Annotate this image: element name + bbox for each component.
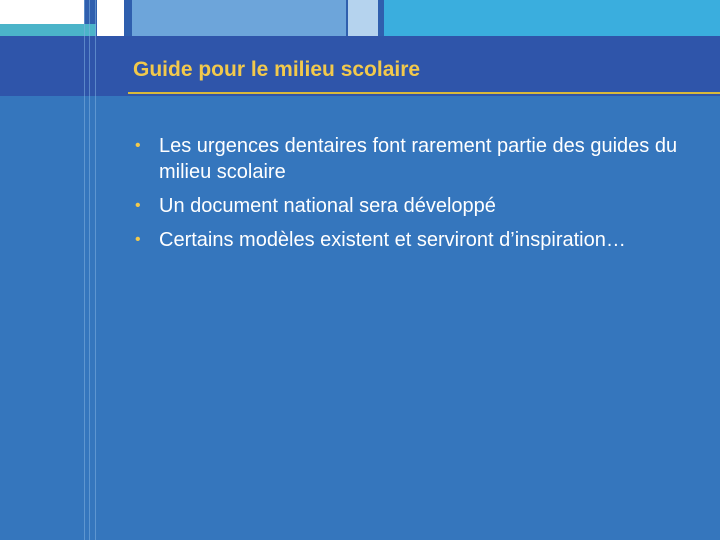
header-white-block: [0, 0, 84, 24]
bullet-text: Certains modèles existent et serviront d’inspiration…: [159, 229, 626, 251]
bullet-text: Un document national sera développé: [159, 195, 496, 217]
bullet-list: [135, 133, 695, 261]
header-cyan-block: [384, 0, 720, 36]
header-teal-block: [0, 24, 96, 36]
left-margin-band: [0, 96, 94, 540]
bullet-icon: •: [135, 197, 141, 214]
bullet-item: [135, 133, 695, 185]
slide-title: Guide pour le milieu scolaire: [133, 58, 421, 81]
header-white-box: [97, 0, 124, 36]
title-underline: [128, 92, 720, 94]
bullet-icon: •: [135, 137, 141, 154]
bullet-item: [135, 193, 695, 219]
bullet-icon: •: [135, 231, 141, 248]
bullet-item: [135, 227, 695, 253]
decorative-vertical-line: [89, 0, 90, 540]
header-pale-blue-box: [348, 0, 378, 36]
decorative-vertical-line: [95, 0, 96, 540]
decorative-vertical-line: [84, 0, 85, 540]
bullet-text: Les urgences dentaires font rarement partie des guides du milieu scolaire: [159, 135, 678, 183]
header-light-blue-box: [132, 0, 346, 36]
